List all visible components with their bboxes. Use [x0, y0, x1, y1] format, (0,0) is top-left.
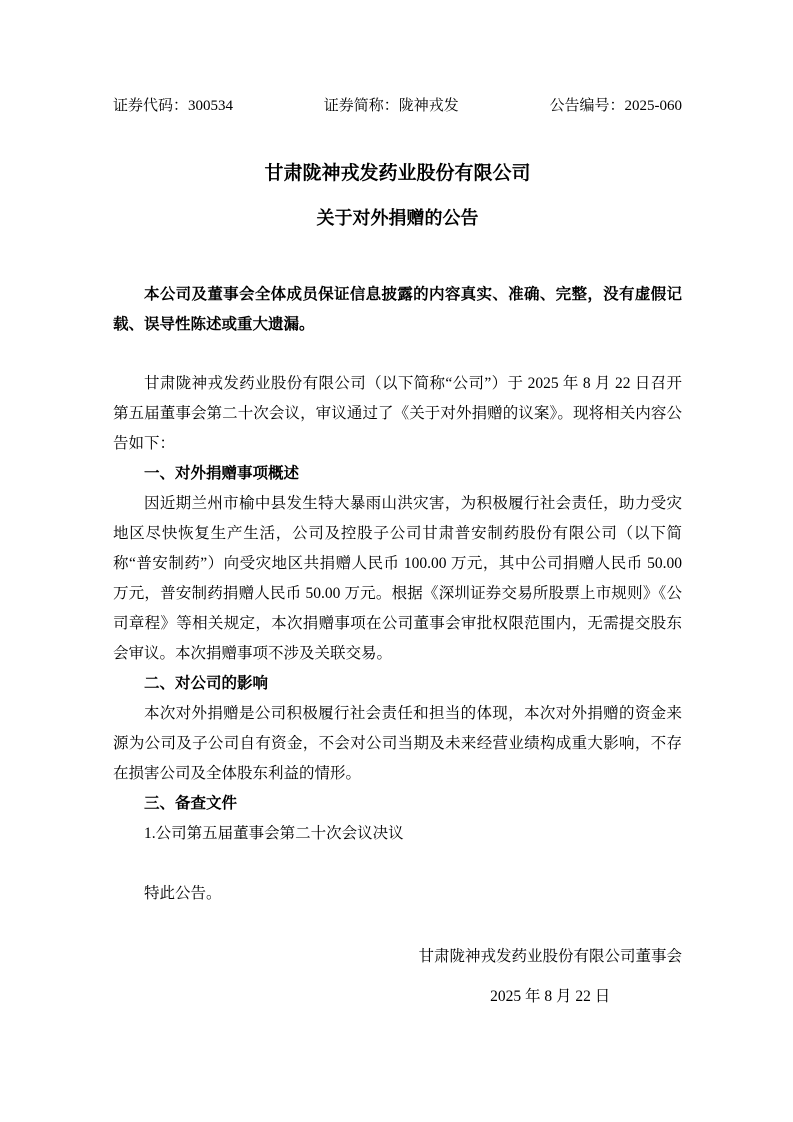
section-3-body: 1.公司第五届董事会第二十次会议决议 [144, 825, 404, 842]
section-reference-documents [113, 789, 682, 849]
signature-date: 2025 年 8 月 22 日 [490, 988, 611, 1005]
closing-statement: 特此公告。 [144, 885, 222, 902]
announcement-title: 关于对外捐赠的公告 [316, 208, 479, 228]
stock-name: 证券简称：陇神戎发 [323, 98, 459, 114]
company-title: 甘肃陇神戎发药业股份有限公司 [264, 163, 531, 184]
signature-inner [418, 942, 682, 1012]
section-1-heading: 一、对外捐赠事项概述 [144, 465, 300, 482]
section-1-body: 因近期兰州市榆中县发生特大暴雨山洪灾害，为积极履行社会责任，助力受灾地区尽快恢复生产生活，公司及控股子公司甘肃普安制药股份有限公司（以下简称“普安制药”）向受灾地区共捐赠人民币 100.00 万元，其中公司捐赠人民币 50.00 万元，普安制药捐赠人民币 50.00 万元。根据《深圳证券交易所股票上市规则》《公司章程》等相关规定，本次捐赠事项在公司董事会审批权限范围内，无需提交股东会审议。本次捐赠事项不涉及关联交易。 [113, 495, 682, 662]
intro-paragraph: 甘肃陇神戎发药业股份有限公司（以下简称“公司”）于 2025 年 8 月 22 日召开第五届董事会第二十次会议，审议通过了《关于对外捐赠的议案》。现将相关内容公告如下： [113, 375, 682, 452]
section-2-heading: 二、对公司的影响 [144, 675, 269, 692]
signature-company: 甘肃陇神戎发药业股份有限公司董事会 [418, 948, 682, 965]
signature-block [113, 942, 682, 1012]
disclosure-statement: 本公司及董事会全体成员保证信息披露的内容真实、准确、完整，没有虚假记载、误导性陈述或重大遗漏。 [113, 286, 682, 333]
section-2-body: 本次对外捐赠是公司积极履行社会责任和担当的体现，本次对外捐赠的资金来源为公司及子公司自有资金，不会对公司当期及未来经营业绩构成重大影响，不存在损害公司及全体股东利益的情形。 [113, 705, 682, 782]
section-3-heading: 三、备查文件 [144, 795, 238, 812]
announcement-number: 公告编号：2025-060 [549, 98, 682, 114]
stock-code: 证券代码：300534 [113, 98, 234, 114]
section-company-impact [113, 669, 682, 789]
document-header [113, 96, 682, 116]
section-donation-overview [113, 459, 682, 669]
